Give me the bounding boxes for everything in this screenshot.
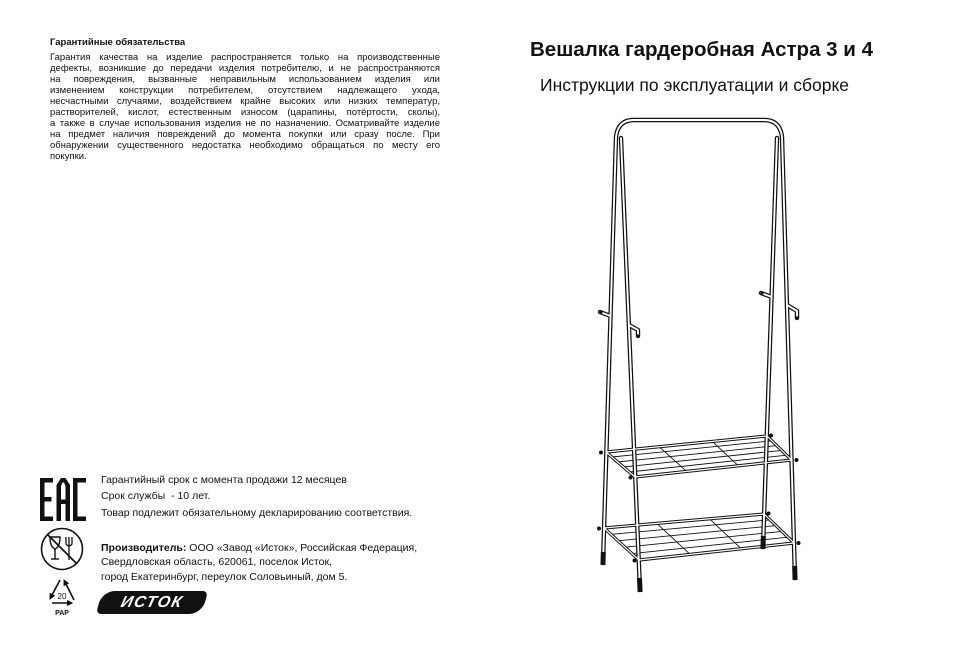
warranty-line: обнаружении существенного недостатка необходимо обращаться по месту его (50, 140, 440, 151)
istok-logo (96, 591, 208, 614)
warranty-line: а также в случае использования изделия не по назначению. Осматривайте изделие (50, 118, 440, 129)
manufacturer-address: город Екатеринбург, переулок Соловьиный, дом 5. (101, 570, 348, 583)
manufacturer-line (101, 542, 417, 555)
upper-shelf-grid (612, 441, 787, 472)
manufacturer-label: Производитель: (101, 541, 187, 554)
warranty-period: Гарантийный срок с момента продажи 12 месяцев (101, 473, 347, 486)
warranty-line: на предмет наличия повреждений до момента покупки или сразу после. При (50, 129, 440, 140)
foot-caps (603, 536, 795, 592)
warranty-line: дефекты, возникшие до передачи изделия потребителю, и не распространяются (50, 63, 440, 74)
service-life: Срок службы - 10 лет. (101, 489, 211, 502)
warranty-heading: Гарантийные обязательства (50, 37, 186, 48)
manufacturer-company: ООО «Завод «Исток», Российская Федерация, (189, 541, 418, 554)
clothes-rack-drawing (580, 100, 820, 600)
warranty-line: растворителей, кислот, естественным износом (царапины, потёртости, сколы), (50, 107, 440, 118)
recycle-icon (46, 574, 78, 618)
not-for-food-icon (40, 527, 84, 571)
warranty-line: несчастными случаями, воздействием крайне высоких или низких температур, (50, 96, 440, 107)
warranty-text (50, 52, 440, 162)
warranty-line: Гарантия качества на изделие распространяется только на производственные (50, 52, 440, 63)
recycle-label: PAP (55, 610, 69, 617)
declaration-note: Товар подлежит обязательному декларированию соответствия. (101, 506, 413, 519)
product-subtitle: Инструкции по эксплуатации и сборке (540, 75, 850, 95)
product-title: Вешалка гардеробная Астра 3 и 4 (530, 38, 873, 61)
eac-mark-icon (40, 478, 86, 521)
warranty-line: изменением конструкции потребителем, отсутствием надлежащего ухода, (50, 85, 440, 96)
brand-logo-text: ИСТОК (119, 593, 186, 611)
warranty-line: на повреждения, вызванные неправильным использованием изделия или (50, 74, 440, 85)
manufacturer-address: Свердловская область, 620061, поселок Исток, (101, 555, 332, 568)
recycle-code: 20 (57, 592, 67, 601)
warranty-line: покупки. (50, 151, 87, 162)
